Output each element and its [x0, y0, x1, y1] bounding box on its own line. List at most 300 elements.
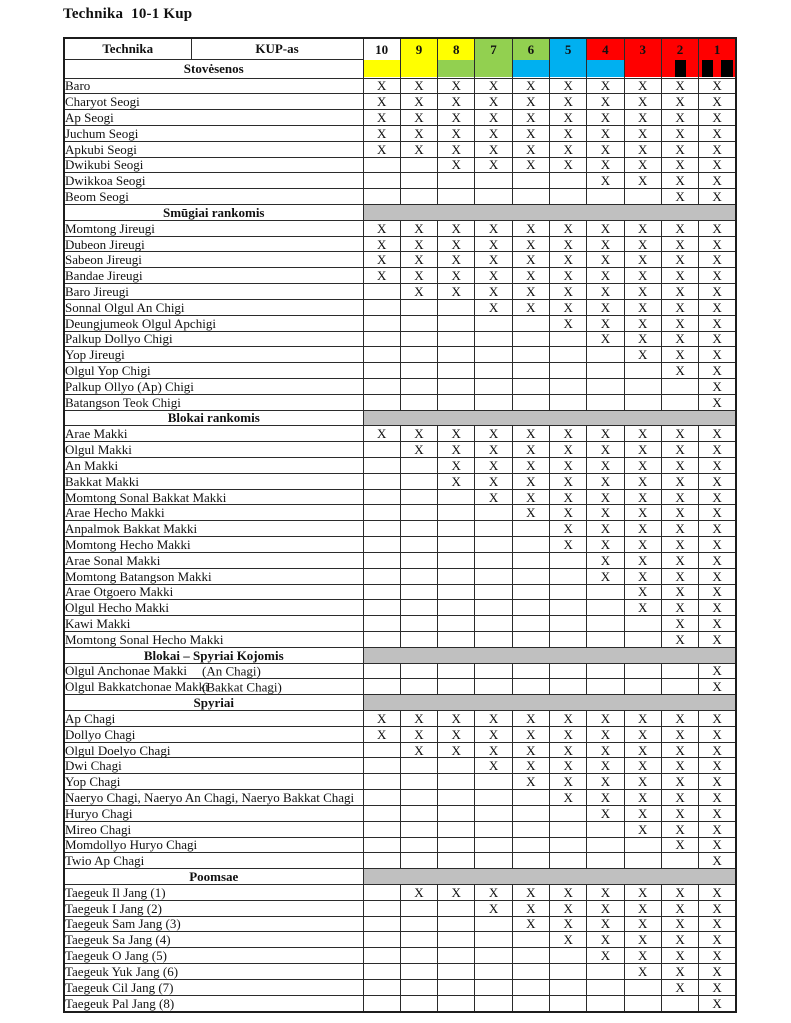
- kup-cell-4: [587, 584, 624, 600]
- table-row: [64, 220, 736, 236]
- section-gray-band: [363, 205, 736, 221]
- kup-cell-9: [400, 489, 437, 505]
- kup-cell-8: [438, 505, 475, 521]
- kup-cell-5: [549, 979, 586, 995]
- table-row: [64, 979, 736, 995]
- kup-column-header-7: [475, 38, 512, 78]
- kup-number-6: 6: [513, 39, 549, 60]
- kup-cell-6: X: [512, 141, 549, 157]
- technique-label: Olgul Yop Chigi: [65, 363, 151, 379]
- kup-cell-4: X: [587, 110, 624, 126]
- kup-cell-8: X: [438, 110, 475, 126]
- kup-cell-9: [400, 347, 437, 363]
- kup-cell-9: [400, 821, 437, 837]
- section-gray-band: [363, 869, 736, 885]
- kup-cell-6: X: [512, 110, 549, 126]
- kup-cell-4: [587, 964, 624, 980]
- kup-number-7: 7: [475, 39, 511, 60]
- kup-cell-9: [400, 616, 437, 632]
- kup-cell-2: X: [661, 78, 698, 94]
- kup-cell-2: X: [661, 458, 698, 474]
- table-row: [64, 125, 736, 141]
- kup-cell-4: [587, 394, 624, 410]
- technique-name: [64, 378, 363, 394]
- section-header-2: Blokai rankomis: [64, 410, 363, 426]
- kup-cell-2: X: [661, 189, 698, 205]
- kup-cell-6: [512, 378, 549, 394]
- kup-cell-5: [549, 600, 586, 616]
- kup-cell-8: X: [438, 473, 475, 489]
- kup-cell-8: [438, 853, 475, 869]
- kup-cell-8: X: [438, 884, 475, 900]
- kup-cell-5: X: [549, 315, 586, 331]
- kup-cell-6: X: [512, 125, 549, 141]
- kup-cell-2: [661, 679, 698, 695]
- kup-cell-10: X: [363, 726, 400, 742]
- kup-cell-9: [400, 394, 437, 410]
- kup-cell-6: [512, 679, 549, 695]
- technique-name: [64, 900, 363, 916]
- kup-cell-3: X: [624, 711, 661, 727]
- kup-cell-1: X: [699, 125, 736, 141]
- kup-cell-1: X: [699, 236, 736, 252]
- kup-cell-7: [475, 932, 512, 948]
- kup-cell-3: X: [624, 141, 661, 157]
- table-row: [64, 552, 736, 568]
- kup-cell-1: X: [699, 584, 736, 600]
- table-row: [64, 726, 736, 742]
- kup-cell-2: X: [661, 537, 698, 553]
- kup-cell-4: X: [587, 711, 624, 727]
- kup-cell-1: X: [699, 916, 736, 932]
- technique-name: [64, 552, 363, 568]
- section-row: [64, 647, 736, 663]
- kup-cell-4: X: [587, 805, 624, 821]
- technique-label: Olgul Hecho Makki: [65, 600, 169, 616]
- technique-name: [64, 442, 363, 458]
- kup-cell-8: [438, 948, 475, 964]
- kup-cell-3: [624, 679, 661, 695]
- table-row: [64, 616, 736, 632]
- kup-cell-2: X: [661, 236, 698, 252]
- kup-cell-9: X: [400, 884, 437, 900]
- kup-cell-7: X: [475, 426, 512, 442]
- kup-cell-9: [400, 521, 437, 537]
- kup-cell-2: X: [661, 110, 698, 126]
- kup-cell-3: X: [624, 236, 661, 252]
- kup-cell-7: X: [475, 157, 512, 173]
- kup-cell-3: X: [624, 821, 661, 837]
- kup-cell-9: [400, 315, 437, 331]
- technique-name: [64, 805, 363, 821]
- kup-cell-3: X: [624, 900, 661, 916]
- kup-cell-6: X: [512, 157, 549, 173]
- kup-cell-7: [475, 805, 512, 821]
- kup-cell-10: [363, 473, 400, 489]
- kup-cell-2: X: [661, 141, 698, 157]
- table-row: [64, 821, 736, 837]
- kup-cell-7: [475, 631, 512, 647]
- technique-label: Taegeuk Sam Jang (3): [65, 916, 181, 932]
- kup-cell-2: X: [661, 521, 698, 537]
- kup-cell-10: X: [363, 110, 400, 126]
- kup-cell-3: [624, 853, 661, 869]
- table-row: [64, 394, 736, 410]
- kup-cell-7: X: [475, 125, 512, 141]
- table-row: [64, 916, 736, 932]
- kup-cell-2: X: [661, 774, 698, 790]
- kup-cell-9: [400, 948, 437, 964]
- technique-kup-table: [63, 37, 737, 1013]
- kup-cell-6: X: [512, 442, 549, 458]
- kup-cell-5: X: [549, 537, 586, 553]
- kup-cell-2: X: [661, 584, 698, 600]
- kup-number-8: 8: [438, 39, 474, 60]
- kup-cell-2: X: [661, 600, 698, 616]
- kup-cell-1: X: [699, 505, 736, 521]
- kup-cell-4: [587, 663, 624, 679]
- kup-cell-3: [624, 837, 661, 853]
- technique-name: [64, 884, 363, 900]
- kup-cell-8: X: [438, 141, 475, 157]
- technique-label: Olgul Makki: [65, 442, 132, 458]
- kup-cell-5: [549, 631, 586, 647]
- technique-name: [64, 236, 363, 252]
- kup-cell-2: X: [661, 157, 698, 173]
- kup-cell-2: X: [661, 505, 698, 521]
- kup-cell-8: [438, 821, 475, 837]
- kup-cell-6: [512, 853, 549, 869]
- table-row: [64, 299, 736, 315]
- kup-cell-10: X: [363, 426, 400, 442]
- kup-cell-8: [438, 537, 475, 553]
- table-row: [64, 78, 736, 94]
- kup-cell-1: X: [699, 268, 736, 284]
- kup-cell-8: [438, 790, 475, 806]
- kup-cell-9: [400, 900, 437, 916]
- kup-cell-1: X: [699, 252, 736, 268]
- kup-cell-8: X: [438, 442, 475, 458]
- kup-cell-9: [400, 979, 437, 995]
- kup-cell-3: X: [624, 78, 661, 94]
- kup-cell-4: X: [587, 442, 624, 458]
- kup-cell-4: X: [587, 220, 624, 236]
- section-header-1: Smūgiai rankomis: [64, 205, 363, 221]
- kup-cell-6: [512, 521, 549, 537]
- kup-cell-8: [438, 995, 475, 1012]
- kup-cell-5: X: [549, 426, 586, 442]
- kup-cell-6: [512, 394, 549, 410]
- kup-cell-5: [549, 552, 586, 568]
- kup-cell-5: X: [549, 284, 586, 300]
- table-row: [64, 995, 736, 1012]
- kup-cell-6: [512, 552, 549, 568]
- kup-cell-6: X: [512, 458, 549, 474]
- kup-number-3: 3: [625, 39, 661, 60]
- kup-cell-8: [438, 189, 475, 205]
- kup-cell-10: [363, 679, 400, 695]
- kup-cell-10: [363, 537, 400, 553]
- technique-name: [64, 363, 363, 379]
- kup-cell-1: X: [699, 458, 736, 474]
- kup-cell-5: [549, 584, 586, 600]
- kup-cell-5: [549, 663, 586, 679]
- kup-cell-8: X: [438, 220, 475, 236]
- section-header-4: Spyriai: [64, 695, 363, 711]
- kup-cell-2: X: [661, 347, 698, 363]
- kup-cell-10: [363, 805, 400, 821]
- technique-name: [64, 521, 363, 537]
- kup-cell-5: [549, 394, 586, 410]
- kup-cell-9: X: [400, 742, 437, 758]
- technique-name: [64, 458, 363, 474]
- kup-cell-3: [624, 378, 661, 394]
- kup-cell-5: X: [549, 125, 586, 141]
- technique-label: Taegeuk Il Jang (1): [65, 884, 166, 900]
- kup-cell-10: X: [363, 220, 400, 236]
- kup-number-4: 4: [587, 39, 623, 60]
- technique-name: [64, 189, 363, 205]
- kup-cell-7: [475, 521, 512, 537]
- technique-name: [64, 679, 363, 695]
- kup-cell-5: X: [549, 758, 586, 774]
- kup-cell-3: X: [624, 805, 661, 821]
- technique-name: [64, 394, 363, 410]
- kup-cell-7: X: [475, 252, 512, 268]
- kup-cell-5: [549, 378, 586, 394]
- kup-cell-5: X: [549, 932, 586, 948]
- kup-cell-10: [363, 173, 400, 189]
- kup-cell-6: X: [512, 774, 549, 790]
- kup-cell-9: [400, 805, 437, 821]
- kup-column-header-2: [661, 38, 698, 78]
- kup-cell-8: [438, 774, 475, 790]
- technique-name: [64, 173, 363, 189]
- kup-cell-8: [438, 663, 475, 679]
- kup-cell-7: [475, 347, 512, 363]
- kup-cell-5: X: [549, 252, 586, 268]
- table-row: [64, 426, 736, 442]
- kup-cell-5: [549, 189, 586, 205]
- kup-cell-7: [475, 363, 512, 379]
- kup-cell-6: X: [512, 220, 549, 236]
- kup-cell-3: [624, 663, 661, 679]
- kup-cell-7: [475, 584, 512, 600]
- table-body: [64, 38, 736, 1012]
- technique-label: Palkup Dollyo Chigi: [65, 331, 173, 347]
- technique-label: Dollyo Chagi: [65, 726, 136, 742]
- kup-cell-3: X: [624, 584, 661, 600]
- kup-cell-1: X: [699, 173, 736, 189]
- technique-name: [64, 758, 363, 774]
- kup-cell-5: [549, 363, 586, 379]
- kup-cell-7: [475, 378, 512, 394]
- kup-cell-6: [512, 568, 549, 584]
- kup-cell-7: [475, 315, 512, 331]
- kup-cell-5: X: [549, 236, 586, 252]
- technique-name: [64, 331, 363, 347]
- kup-cell-2: X: [661, 837, 698, 853]
- kup-cell-3: [624, 363, 661, 379]
- kup-cell-6: X: [512, 236, 549, 252]
- kup-cell-7: X: [475, 94, 512, 110]
- kup-cell-7: X: [475, 78, 512, 94]
- kup-cell-6: [512, 331, 549, 347]
- kup-cell-4: X: [587, 252, 624, 268]
- kup-cell-4: X: [587, 458, 624, 474]
- table-row: [64, 853, 736, 869]
- kup-cell-3: [624, 394, 661, 410]
- technique-name: [64, 157, 363, 173]
- kup-cell-3: X: [624, 537, 661, 553]
- kup-cell-9: [400, 790, 437, 806]
- kup-cell-9: X: [400, 125, 437, 141]
- kup-cell-2: X: [661, 442, 698, 458]
- kup-cell-4: [587, 189, 624, 205]
- kup-cell-1: X: [699, 805, 736, 821]
- technique-name: [64, 568, 363, 584]
- kup-cell-1: X: [699, 489, 736, 505]
- kup-cell-8: [438, 299, 475, 315]
- kup-cell-7: X: [475, 110, 512, 126]
- kup-cell-4: [587, 979, 624, 995]
- kup-cell-6: [512, 584, 549, 600]
- belt-color-band: [662, 60, 698, 77]
- kup-cell-8: X: [438, 94, 475, 110]
- kup-cell-9: [400, 584, 437, 600]
- kup-cell-6: [512, 964, 549, 980]
- technique-label: Dubeon Jireugi: [65, 236, 145, 252]
- kup-cell-10: [363, 774, 400, 790]
- kup-cell-3: X: [624, 110, 661, 126]
- kup-number-2: 2: [662, 39, 698, 60]
- kup-cell-2: X: [661, 568, 698, 584]
- kup-cell-5: [549, 964, 586, 980]
- kup-cell-3: X: [624, 568, 661, 584]
- section-header-3: Blokai – Spyriai Kojomis: [64, 647, 363, 663]
- kup-cell-2: X: [661, 173, 698, 189]
- kup-cell-1: X: [699, 284, 736, 300]
- section-gray-band: [363, 695, 736, 711]
- kup-column-header-8: [438, 38, 475, 78]
- technique-label: Anpalmok Bakkat Makki: [65, 521, 198, 537]
- kup-cell-8: X: [438, 458, 475, 474]
- kup-cell-3: X: [624, 790, 661, 806]
- kup-cell-3: X: [624, 125, 661, 141]
- kup-cell-1: X: [699, 157, 736, 173]
- kup-cell-1: X: [699, 631, 736, 647]
- table-row: [64, 442, 736, 458]
- kup-cell-4: X: [587, 774, 624, 790]
- kup-cell-4: X: [587, 299, 624, 315]
- kup-cell-3: X: [624, 932, 661, 948]
- kup-cell-1: X: [699, 742, 736, 758]
- table-row: [64, 315, 736, 331]
- kup-cell-10: [363, 458, 400, 474]
- table-row: [64, 331, 736, 347]
- kup-cell-3: X: [624, 916, 661, 932]
- kup-cell-10: [363, 552, 400, 568]
- table-row: [64, 236, 736, 252]
- kup-cell-7: [475, 679, 512, 695]
- kup-cell-10: [363, 600, 400, 616]
- black-tag: [721, 60, 733, 77]
- technique-label: Arae Otgoero Makki: [65, 584, 174, 600]
- kup-cell-6: [512, 363, 549, 379]
- kup-cell-10: [363, 821, 400, 837]
- technique-name: [64, 220, 363, 236]
- kup-cell-10: [363, 900, 400, 916]
- kup-cell-5: X: [549, 742, 586, 758]
- kup-cell-5: [549, 995, 586, 1012]
- kup-cell-2: [661, 995, 698, 1012]
- table-row: [64, 473, 736, 489]
- kup-cell-9: X: [400, 726, 437, 742]
- kup-cell-8: X: [438, 268, 475, 284]
- technique-name: [64, 584, 363, 600]
- technique-name: [64, 821, 363, 837]
- belt-color-band: [401, 60, 437, 77]
- kup-cell-4: X: [587, 315, 624, 331]
- technique-label: Yop Jireugi: [65, 347, 125, 363]
- kup-cell-10: [363, 584, 400, 600]
- kup-cell-4: X: [587, 742, 624, 758]
- kup-cell-4: X: [587, 78, 624, 94]
- kup-cell-1: X: [699, 442, 736, 458]
- kup-cell-2: X: [661, 363, 698, 379]
- kup-cell-7: X: [475, 884, 512, 900]
- technique-name: [64, 663, 363, 679]
- kup-cell-10: [363, 979, 400, 995]
- kup-cell-9: [400, 157, 437, 173]
- kup-cell-8: [438, 631, 475, 647]
- belt-color-band: [587, 60, 623, 77]
- kup-cell-4: X: [587, 505, 624, 521]
- technique-label: Taegeuk Cil Jang (7): [65, 979, 174, 995]
- kup-cell-3: X: [624, 742, 661, 758]
- table-row: [64, 458, 736, 474]
- kup-cell-8: [438, 932, 475, 948]
- table-row: [64, 884, 736, 900]
- kup-cell-1: X: [699, 568, 736, 584]
- table-row: [64, 932, 736, 948]
- technique-label: Baro Jireugi: [65, 283, 129, 299]
- kup-cell-2: X: [661, 805, 698, 821]
- kup-cell-2: X: [661, 331, 698, 347]
- kup-cell-2: [661, 394, 698, 410]
- kup-cell-7: X: [475, 758, 512, 774]
- kup-cell-6: [512, 948, 549, 964]
- kup-cell-8: X: [438, 125, 475, 141]
- kup-cell-7: [475, 916, 512, 932]
- kup-cell-4: X: [587, 284, 624, 300]
- technique-label: Momtong Batangson Makki: [65, 568, 212, 584]
- kup-cell-9: [400, 774, 437, 790]
- kup-cell-7: [475, 995, 512, 1012]
- kup-cell-4: X: [587, 900, 624, 916]
- technique-name: [64, 125, 363, 141]
- kup-cell-2: X: [661, 758, 698, 774]
- kup-column-header-9: [400, 38, 437, 78]
- kup-cell-9: X: [400, 442, 437, 458]
- kup-cell-5: X: [549, 790, 586, 806]
- kup-cell-7: [475, 394, 512, 410]
- kup-cell-4: [587, 853, 624, 869]
- kup-cell-1: X: [699, 948, 736, 964]
- kup-cell-3: X: [624, 173, 661, 189]
- kup-cell-2: X: [661, 125, 698, 141]
- kup-cell-2: X: [661, 821, 698, 837]
